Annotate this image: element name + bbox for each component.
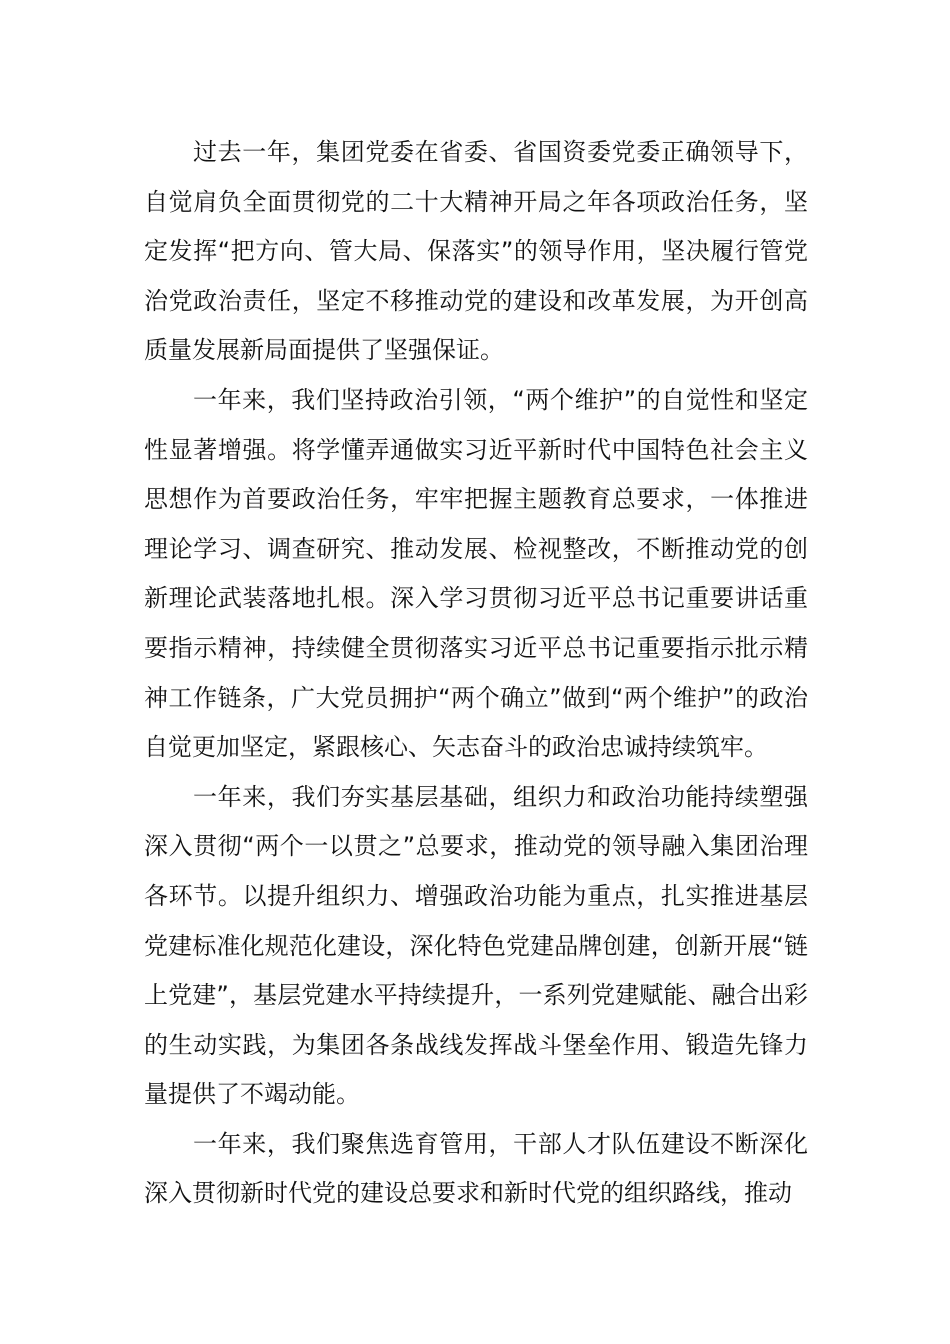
- paragraph-3: 一年来，我们夯实基层基础，组织力和政治功能持续塑强深入贯彻“两个一以贯之”总要求，推动党的领导融入集团治理各环节。以提升组织力、增强政治功能为重点，扎实推进基层党建标准化规范化建设，深化特色党建品牌创建，创新开展“链上党建”，基层党建水平持续提升，一系列党建赋能、融合出彩的生动实践，为集团各条战线发挥战斗堡垒作用、锻造先锋力量提供了不竭动能。: [144, 782, 808, 1109]
- paragraph-4: 一年来，我们聚焦选育管用，干部人才队伍建设不断深化深入贯彻新时代党的建设总要求和新时代党的组织路线，推动: [144, 1129, 808, 1208]
- paragraph-2: 一年来，我们坚持政治引领，“两个维护”的自觉性和坚定性显著增强。将学懂弄通做实习近平新时代中国特色社会主义思想作为首要政治任务，牢牢把握主题教育总要求，一体推进理论学习、调查研究、推动发展、检视整改，不断推动党的创新理论武装落地扎根。深入学习贯彻习近平总书记重要讲话重要指示精神，持续健全贯彻落实习近平总书记重要指示批示精神工作链条，广大党员拥护“两个确立”做到“两个维护”的政治自觉更加坚定，紧跟核心、矢志奋斗的政治忠诚持续筑牢。: [144, 385, 808, 762]
- document-body: [144, 128, 808, 1219]
- paragraph-1: 过去一年，集团党委在省委、省国资委党委正确领导下，自觉肩负全面贯彻党的二十大精神开局之年各项政治任务，坚定发挥“把方向、管大局、保落实”的领导作用，坚决履行管党治党政治责任，坚定不移推动党的建设和改革发展，为开创高质量发展新局面提供了坚强保证。: [144, 138, 808, 365]
